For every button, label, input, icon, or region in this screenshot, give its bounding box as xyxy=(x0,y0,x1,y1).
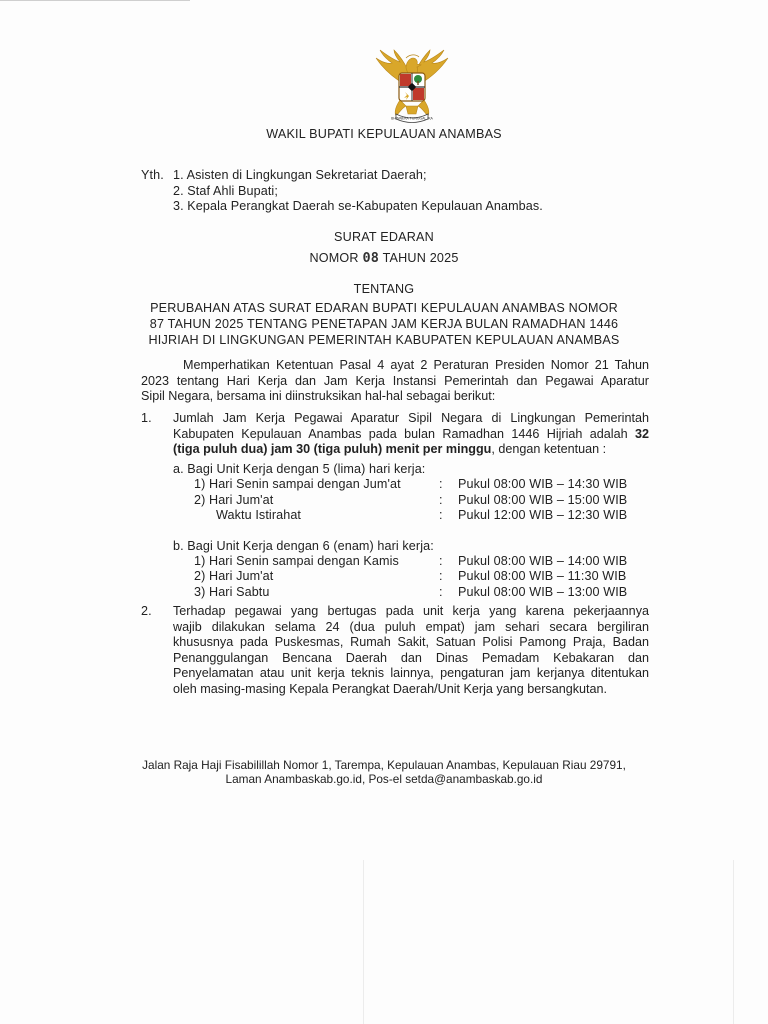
footer-line-1: Jalan Raja Haji Fisabilillah Nomor 1, Tarempa, Kepulauan Anambas, Kepulauan Riau 29791, xyxy=(142,758,626,772)
subject-line-3: HIJRIAH DI LINGKUNGAN PEMERINTAH KABUPATEN KEPULAUAN ANAMBAS xyxy=(148,333,620,347)
point-1-hours-text: (tiga puluh dua) jam 30 (tiga puluh) menit per minggu xyxy=(173,442,492,456)
intro-line-2: 2023 tentang Hari Kerja dan Jam Kerja Instansi Pemerintah dan Pegawai Aparatur xyxy=(141,373,649,388)
sub-a-row-3-colon: : xyxy=(439,508,443,522)
point-1-line-2-text: Kabupaten Kepulauan Anambas pada bulan Ramadhan 1446 Hijriah adalah xyxy=(173,426,628,441)
point-1-line-3-tail: , dengan ketentuan : xyxy=(491,442,607,456)
addressee-item-2: 2. Staf Ahli Bupati; xyxy=(173,184,278,198)
addressee-item-3: 3. Kepala Perangkat Daerah se-Kabupaten Kepulauan Anambas. xyxy=(173,199,543,213)
point-2-line-6: oleh masing-masing Kepala Perangkat Daerah/Unit Kerja yang bersangkutan. xyxy=(173,681,608,696)
issuer-title: WAKIL BUPATI KEPULAUAN ANAMBAS xyxy=(266,127,502,141)
addressee-prefix: Yth. xyxy=(141,168,164,182)
sub-a-row-1-colon: : xyxy=(439,477,443,491)
point-1-hours-number: 32 xyxy=(634,426,649,441)
point-1-line-1: Jumlah Jam Kerja Pegawai Aparatur Sipil Negara di Lingkungan Pemerintah xyxy=(173,411,649,425)
intro-line-1: Memperhatikan Ketentuan Pasal 4 ayat 2 Peraturan Presiden Nomor 21 Tahun xyxy=(183,358,649,372)
subject-line-2: 87 TAHUN 2025 TENTANG PENETAPAN JAM KERJA BULAN RAMADHAN 1446 xyxy=(149,317,619,331)
sub-b-row-2-day: 2) Hari Jum'at xyxy=(194,569,274,583)
sub-b-row-2-colon: : xyxy=(439,569,443,583)
sub-b-row-1-day: 1) Hari Senin sampai dengan Kamis xyxy=(194,554,399,568)
sub-b-row-1-colon: : xyxy=(439,554,443,568)
sub-a-row-2-day: 2) Hari Jum'at xyxy=(194,493,274,507)
point-1-text xyxy=(173,411,649,458)
point-1-line-3 xyxy=(173,442,649,458)
subject-line-1: PERUBAHAN ATAS SURAT EDARAN BUPATI KEPULAUAN ANAMBAS NOMOR xyxy=(150,301,618,315)
sub-b-row-1-time: Pukul 08:00 WIB – 14:00 WIB xyxy=(458,554,628,568)
crest-motto-lettering: BHINNEKA TUNGGAL IKA xyxy=(391,116,433,121)
point-2-number: 2. xyxy=(141,604,152,618)
point-2-line-5: Penyelamatan atau unit kerja teknis lainnya, pengaturan jam kerjanya ditentukan xyxy=(173,666,649,680)
sub-b-row-3-time: Pukul 08:00 WIB – 13:00 WIB xyxy=(458,585,628,599)
letter-number-prefix: NOMOR xyxy=(309,251,359,265)
sub-a-row-2-colon: : xyxy=(439,493,443,507)
point-2-line-4: Penanggulangan Bencana Daerah dan Dinas Pemadam Kebakaran dan xyxy=(173,650,649,665)
sub-a-row-1-day: 1) Hari Senin sampai dengan Jum'at xyxy=(194,477,401,491)
scan-edge-line xyxy=(0,0,190,1)
letter-number-value: 08 xyxy=(362,250,380,266)
point-1-number: 1. xyxy=(141,411,152,425)
garuda-crest-icon xyxy=(366,48,458,124)
sub-a-row-1-time: Pukul 08:00 WIB – 14:30 WIB xyxy=(458,477,628,491)
scan-artifact-line xyxy=(363,860,364,1024)
intro-paragraph xyxy=(141,358,649,405)
about-label: TENTANG xyxy=(353,282,415,296)
sub-b-label: b. Bagi Unit Kerja dengan 6 (enam) hari kerja: xyxy=(173,539,434,553)
letter-subject xyxy=(0,300,768,348)
sub-b-row-3-day: 3) Hari Sabtu xyxy=(194,585,270,599)
point-2-text xyxy=(173,604,649,697)
intro-line-3: Sipil Negara, bersama ini diinstruksikan hal-hal sebagai berikut: xyxy=(141,389,496,403)
footer-line-2: Laman Anambaskab.go.id, Pos-el setda@anambaskab.go.id xyxy=(225,772,543,786)
point-1-line-2 xyxy=(173,427,649,443)
sub-b-row-2-time: Pukul 08:00 WIB – 11:30 WIB xyxy=(458,569,627,583)
scan-artifact-line xyxy=(733,860,734,1024)
sub-a-row-3-day: Waktu Istirahat xyxy=(216,508,302,522)
letter-number-suffix: TAHUN 2025 xyxy=(382,251,459,265)
addressee-item-1: 1. Asisten di Lingkungan Sekretariat Daerah; xyxy=(173,168,427,182)
letter-type: SURAT EDARAN xyxy=(334,230,434,244)
sub-a-label: a. Bagi Unit Kerja dengan 5 (lima) hari kerja: xyxy=(173,462,426,476)
sub-b-row-3-colon: : xyxy=(439,585,443,599)
point-2-line-1: Terhadap pegawai yang bertugas pada unit kerja yang karena pekerjaannya xyxy=(173,604,649,618)
letter-number xyxy=(0,250,768,266)
footer-address xyxy=(0,758,768,786)
sub-a-row-2-time: Pukul 08:00 WIB – 15:00 WIB xyxy=(458,493,628,507)
sub-a-row-3-time: Pukul 12:00 WIB – 12:30 WIB xyxy=(458,508,628,522)
point-2-line-2: wajib dilakukan selama 24 (dua puluh empat) jam sehari secara bergiliran xyxy=(173,619,649,634)
point-2-line-3: khususnya pada Puskesmas, Rumah Sakit, Satuan Polisi Pamong Praja, Badan xyxy=(173,635,649,649)
